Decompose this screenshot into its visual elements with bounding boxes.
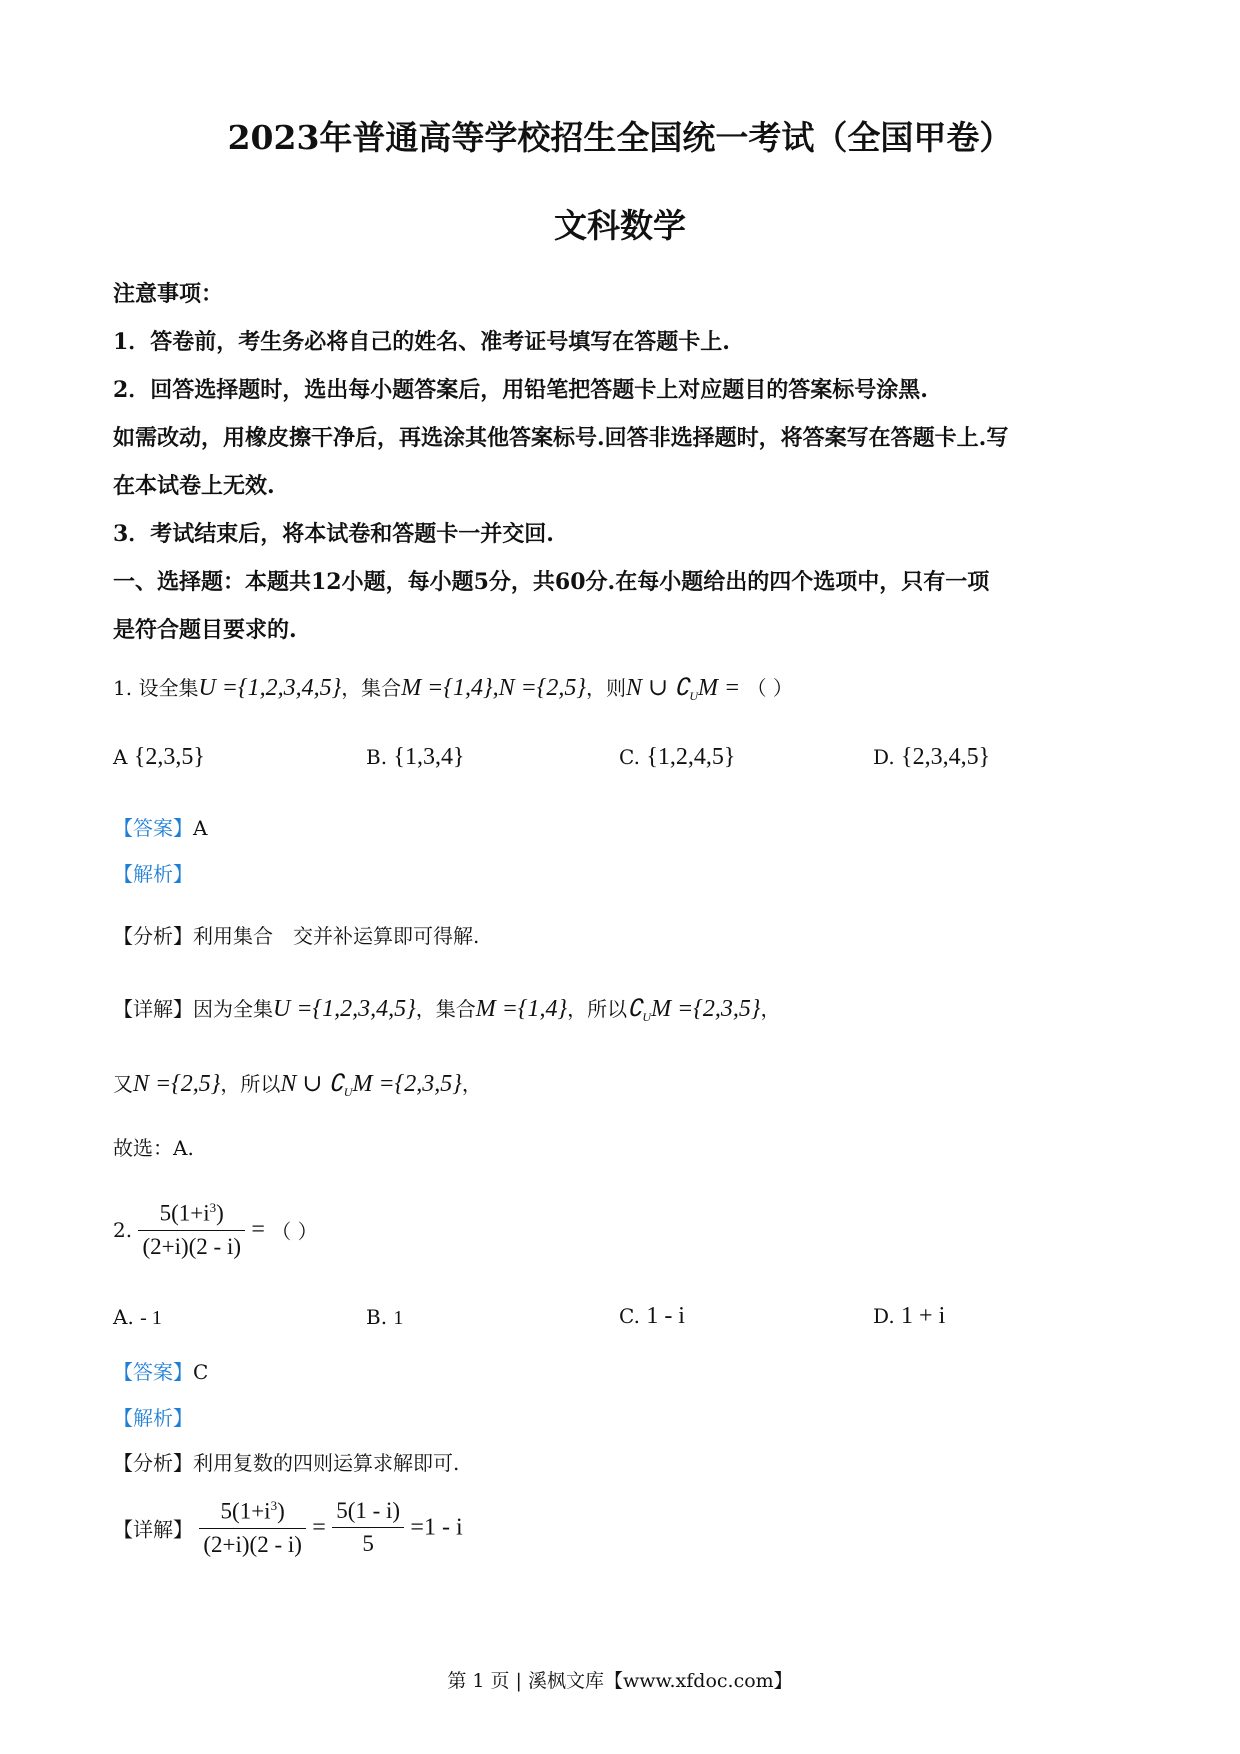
question-1-stem	[113, 672, 793, 704]
answer-tag: 【答案】	[113, 1360, 193, 1384]
option-value: {2,3,4,5}	[901, 744, 991, 770]
fraction-numerator	[199, 1498, 306, 1529]
detail-math-sub: U	[642, 1010, 652, 1024]
notes-section	[113, 270, 1133, 654]
fraction-denominator: (2+i)(2 - i)	[203, 1531, 302, 1557]
option-value: 1 + i	[901, 1303, 946, 1329]
option-label: B.	[366, 745, 388, 769]
numerator-close: )	[277, 1498, 285, 1524]
detail-text: ，	[461, 1072, 482, 1096]
note-line: 3．考试结束后，将本试卷和答题卡一并交回.	[113, 521, 554, 547]
q1-option-b	[366, 744, 464, 771]
q1-option-c	[619, 744, 735, 771]
detail-math-sub: U	[343, 1085, 353, 1099]
option-label: D.	[873, 745, 895, 769]
numerator-close: )	[216, 1200, 224, 1226]
q1-detail-line2	[113, 1068, 482, 1100]
q1-answer-paren: （ ）	[746, 676, 793, 700]
q2-detail-fraction-2	[332, 1498, 404, 1557]
note-line: 在本试卷上无效.	[113, 473, 275, 499]
detail-text: ，	[760, 997, 781, 1021]
q1-universal-set: U ={1,2,3,4,5}	[198, 675, 342, 701]
detail-equals: =	[312, 1514, 326, 1541]
option-label: C.	[619, 1304, 640, 1328]
q2-option-b	[366, 1305, 403, 1330]
q2-analysis-tag: 【解析】	[113, 1406, 193, 1430]
detail-text: ，所以	[567, 997, 628, 1021]
q2-denominator: (2+i)(2 - i)	[142, 1233, 242, 1259]
answer-tag: 【答案】	[113, 816, 193, 840]
q1-expression: N ∪ ∁	[625, 675, 690, 701]
numerator-exponent: 3	[209, 1200, 217, 1215]
q2-detail	[113, 1498, 463, 1558]
detail-text: ，所以	[220, 1072, 281, 1096]
note-line: 一、选择题：本题共12小题，每小题5分，共60分.在每小题给出的四个选项中，只有一项	[113, 569, 990, 595]
q1-analysis-tag: 【解析】	[113, 862, 193, 886]
q1-expression-end: M =	[698, 675, 741, 701]
detail-math: N ={2,5}	[133, 1071, 221, 1097]
q2-fenxi: 【分析】利用复数的四则运算求解即可.	[113, 1451, 460, 1475]
q2-answer-paren: （ ）	[271, 1219, 318, 1244]
q2-numerator	[138, 1200, 245, 1231]
option-label: D.	[873, 1304, 895, 1328]
option-value: 1	[393, 1307, 404, 1329]
q1-fenxi: 【分析】利用集合 交并补运算即可得解.	[113, 924, 480, 948]
q1-prefix: 1. 设全集	[113, 676, 199, 700]
option-label: A	[113, 745, 128, 769]
exam-subject: 文科数学	[554, 206, 686, 245]
q2-fraction	[138, 1200, 245, 1260]
question-2-stem	[113, 1200, 318, 1260]
detail-math: M ={2,3,5}	[651, 996, 761, 1022]
page-footer: 第 1 页 | 溪枫文库【www.xfdoc.com】	[447, 1670, 793, 1692]
q2-option-d	[873, 1303, 945, 1330]
notes-heading: 注意事项：	[113, 281, 224, 307]
detail-math: ∁	[627, 996, 643, 1022]
option-label: A.	[113, 1305, 134, 1329]
option-value: {2,3,5}	[133, 744, 205, 770]
q2-answer	[113, 1356, 208, 1385]
q1-option-d	[873, 744, 990, 771]
note-line: 如需改动，用橡皮擦干净后，再选涂其他答案标号.回答非选择题时，将答案写在答题卡上.写	[113, 425, 1009, 451]
option-value: 1 - i	[646, 1303, 685, 1329]
q1-expression-sub: U	[689, 689, 699, 703]
q1-text: ，则	[585, 676, 626, 700]
fraction-numerator: 5(1 - i)	[332, 1498, 404, 1528]
option-value: {1,2,4,5}	[646, 744, 736, 770]
option-label: C.	[619, 745, 640, 769]
detail-text: 【详解】因为全集	[113, 997, 273, 1021]
numerator-exponent: 3	[270, 1498, 278, 1513]
q1-conclusion: 故选：A.	[113, 1136, 194, 1160]
q1-sets-m-n: M ={1,4},N ={2,5}	[401, 675, 586, 701]
note-line: 2．回答选择题时，选出每小题答案后，用铅笔把答题卡上对应题目的答案标号涂黑.	[113, 377, 928, 403]
q2-option-c	[619, 1303, 685, 1330]
answer-value: A	[193, 816, 208, 840]
q2-equals: =	[251, 1216, 265, 1243]
detail-math: U ={1,2,3,4,5}	[273, 996, 416, 1022]
q1-text: ，集合	[341, 676, 402, 700]
numerator-text: 5(1+i	[220, 1498, 271, 1524]
detail-text: ，集合	[415, 997, 476, 1021]
q2-prefix: 2.	[113, 1217, 133, 1242]
q1-option-a	[113, 744, 205, 771]
detail-math: M ={1,4}	[475, 996, 568, 1022]
detail-math: M ={2,3,5}	[352, 1071, 462, 1097]
exam-title: 2023年普通高等学校招生全国统一考试（全国甲卷）	[227, 118, 1013, 157]
q2-detail-fraction-1	[199, 1498, 306, 1558]
q2-option-a	[113, 1305, 162, 1330]
option-label: B.	[366, 1305, 388, 1329]
numerator-text: 5(1+i	[159, 1200, 210, 1226]
detail-text: 又	[113, 1072, 133, 1096]
option-value: {1,3,4}	[393, 744, 465, 770]
note-line: 是符合题目要求的.	[113, 617, 297, 643]
answer-value: C	[193, 1360, 209, 1384]
q1-detail	[113, 993, 780, 1025]
note-line: 1．答卷前，考生务必将自己的姓名、准考证号填写在答题卡上.	[113, 329, 730, 355]
detail-text: 【详解】	[113, 1517, 193, 1542]
option-value: - 1	[140, 1307, 162, 1329]
detail-result: =1 - i	[410, 1514, 463, 1541]
fraction-denominator: 5	[362, 1531, 374, 1557]
detail-math: N ∪ ∁	[280, 1071, 344, 1097]
q1-answer	[113, 812, 207, 841]
